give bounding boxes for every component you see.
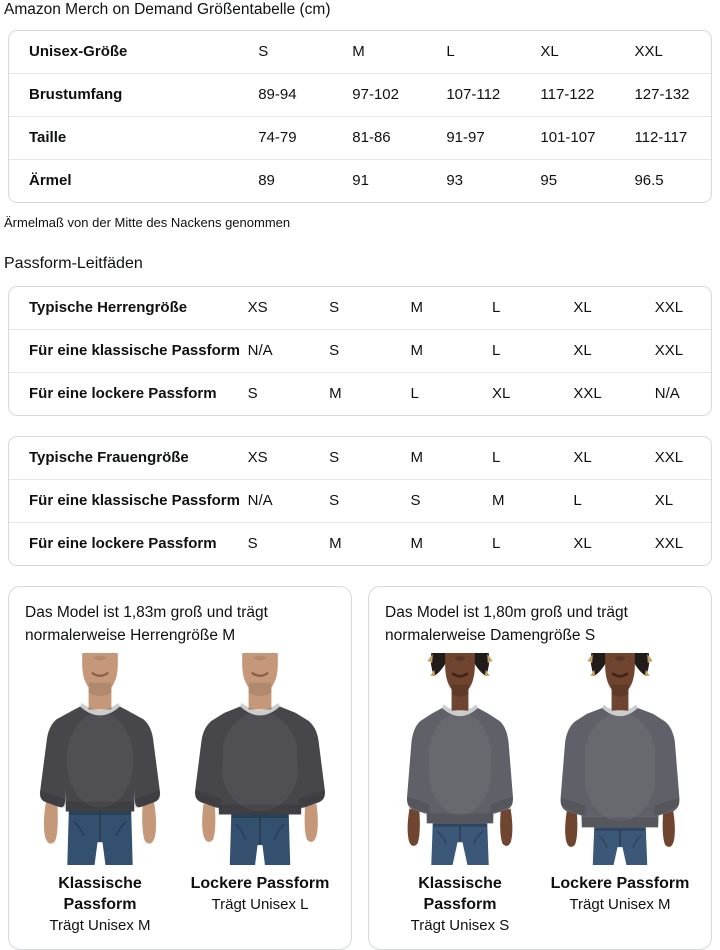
fit-table-men (8, 286, 712, 416)
model-description: Das Model ist 1,83m groß und trägt normalerweise Herrengröße M (25, 604, 268, 644)
fit-cell: XS (247, 449, 268, 466)
model-description: Das Model ist 1,80m groß und trägt normalerweise Damengröße S (385, 604, 628, 644)
size-table (8, 30, 712, 203)
fit-table-row (9, 372, 711, 415)
fit-cell: XL (573, 449, 592, 466)
fit-cell: XL (492, 372, 573, 415)
row-label: Für eine lockere Passform (9, 372, 248, 415)
fit-label: Klassische Passform (418, 875, 502, 913)
fit-cell: XXL (655, 522, 711, 565)
male-loose-fit-sweatshirt-image (186, 653, 334, 865)
fit-table-row (9, 522, 711, 565)
measurement-cell: 101-107 (540, 116, 634, 159)
fit-cell: XXL (655, 329, 711, 372)
fit-label: Lockere Passform (550, 875, 690, 892)
size-table-row-sleeve (9, 159, 711, 202)
fit-cell: L (411, 372, 492, 415)
fit-cell: S (411, 479, 492, 522)
model-photos (25, 653, 335, 937)
model-card-men (8, 586, 352, 950)
photo-caption (551, 873, 690, 916)
female-loose-fit-sweatshirt-image (546, 653, 694, 865)
fit-cell: L (492, 522, 573, 565)
fit-label: Klassische Passform (58, 875, 142, 913)
fit-cell: N/A (655, 372, 711, 415)
photo-caption (191, 873, 330, 916)
size-label: Trägt Unisex L (211, 896, 309, 913)
fit-cell: L (491, 299, 501, 316)
measurement-cell: 89 (258, 159, 352, 202)
fit-cell: S (248, 372, 329, 415)
model-photo-classic-fit (385, 653, 535, 937)
fit-cell: M (492, 479, 573, 522)
fit-cell: M (410, 299, 424, 316)
row-label: Für eine klassische Passform (9, 329, 248, 372)
size-label: Trägt Unisex S (410, 917, 510, 934)
row-label: Für eine klassische Passform (9, 479, 248, 522)
measurement-cell: 89-94 (258, 73, 352, 116)
fit-table-row (9, 479, 711, 522)
fit-cell: XL (655, 479, 711, 522)
model-photos (385, 653, 695, 937)
fit-cell: S (248, 522, 329, 565)
fit-cell: S (329, 449, 340, 466)
female-classic-fit-sweatshirt-image (386, 653, 534, 865)
row-label: Für eine lockere Passform (9, 522, 248, 565)
photo-caption (385, 873, 535, 937)
size-label: Trägt Unisex M (569, 896, 671, 913)
size-label: Trägt Unisex M (49, 917, 151, 934)
fit-cell: L (491, 449, 501, 466)
fit-cell: M (329, 522, 410, 565)
measurement-cell: 97-102 (352, 73, 446, 116)
size-col-header: L (446, 43, 455, 60)
fit-cell: L (573, 479, 654, 522)
fit-cell: M (410, 449, 424, 466)
measurement-cell: 112-117 (634, 116, 711, 159)
fit-cell: XL (573, 522, 654, 565)
measurement-cell: 91-97 (446, 116, 540, 159)
measurement-cell: 95 (540, 159, 634, 202)
fit-guides-heading: Passform-Leitfäden (4, 255, 143, 272)
fit-cell: S (329, 299, 340, 316)
size-col-header: XXL (634, 43, 663, 60)
row-label: Unisex-Größe (29, 43, 128, 60)
fit-cell: XXL (654, 449, 684, 466)
photo-caption (25, 873, 175, 937)
fit-cell: S (329, 329, 410, 372)
fit-cell: L (492, 329, 573, 372)
measurement-cell: 127-132 (634, 73, 711, 116)
measurement-cell: 93 (446, 159, 540, 202)
measurement-cell: 96.5 (634, 159, 711, 202)
fit-cell: XXL (573, 372, 654, 415)
fit-table-row (9, 287, 711, 329)
fit-cell: N/A (248, 329, 329, 372)
fit-cell: M (411, 329, 492, 372)
fit-cell: S (329, 479, 410, 522)
measurement-cell: 91 (352, 159, 446, 202)
fit-cell: XL (573, 329, 654, 372)
fit-cell: N/A (248, 479, 329, 522)
fit-table-women-grid (9, 437, 711, 565)
model-photo-loose-fit (185, 653, 335, 937)
measurement-cell: 74-79 (258, 116, 352, 159)
model-card-women (368, 586, 712, 950)
size-table-row-chest (9, 73, 711, 116)
size-col-header: M (352, 43, 365, 60)
measurement-cell: 107-112 (446, 73, 540, 116)
fit-cell: M (329, 372, 410, 415)
model-photo-loose-fit (545, 653, 695, 937)
row-label: Brustumfang (9, 73, 258, 116)
fit-table-women (8, 436, 712, 566)
fit-table-row (9, 329, 711, 372)
row-label: Taille (9, 116, 258, 159)
model-cards (8, 586, 712, 950)
sleeve-measurement-note: Ärmelmaß von der Mitte des Nackens genommen (4, 215, 291, 230)
fit-cell: XXL (654, 299, 684, 316)
fit-cell: M (411, 522, 492, 565)
row-label: Typische Frauengröße (29, 449, 189, 466)
fit-label: Lockere Passform (190, 875, 330, 892)
fit-cell: XS (247, 299, 268, 316)
size-table-row-waist (9, 116, 711, 159)
row-label: Typische Herrengröße (29, 299, 188, 316)
measurement-cell: 117-122 (540, 73, 634, 116)
row-label: Ärmel (9, 159, 258, 202)
size-table-grid (9, 31, 711, 202)
size-col-header: XL (540, 43, 559, 60)
fit-table-men-grid (9, 287, 711, 415)
size-table-header-row (9, 31, 711, 73)
model-photo-classic-fit (25, 653, 175, 937)
page-title: Amazon Merch on Demand Größentabelle (cm) (4, 1, 331, 18)
fit-cell: XL (573, 299, 592, 316)
fit-table-row (9, 437, 711, 479)
size-col-header: S (258, 43, 269, 60)
male-classic-fit-sweatshirt-image (26, 653, 174, 865)
measurement-cell: 81-86 (352, 116, 446, 159)
